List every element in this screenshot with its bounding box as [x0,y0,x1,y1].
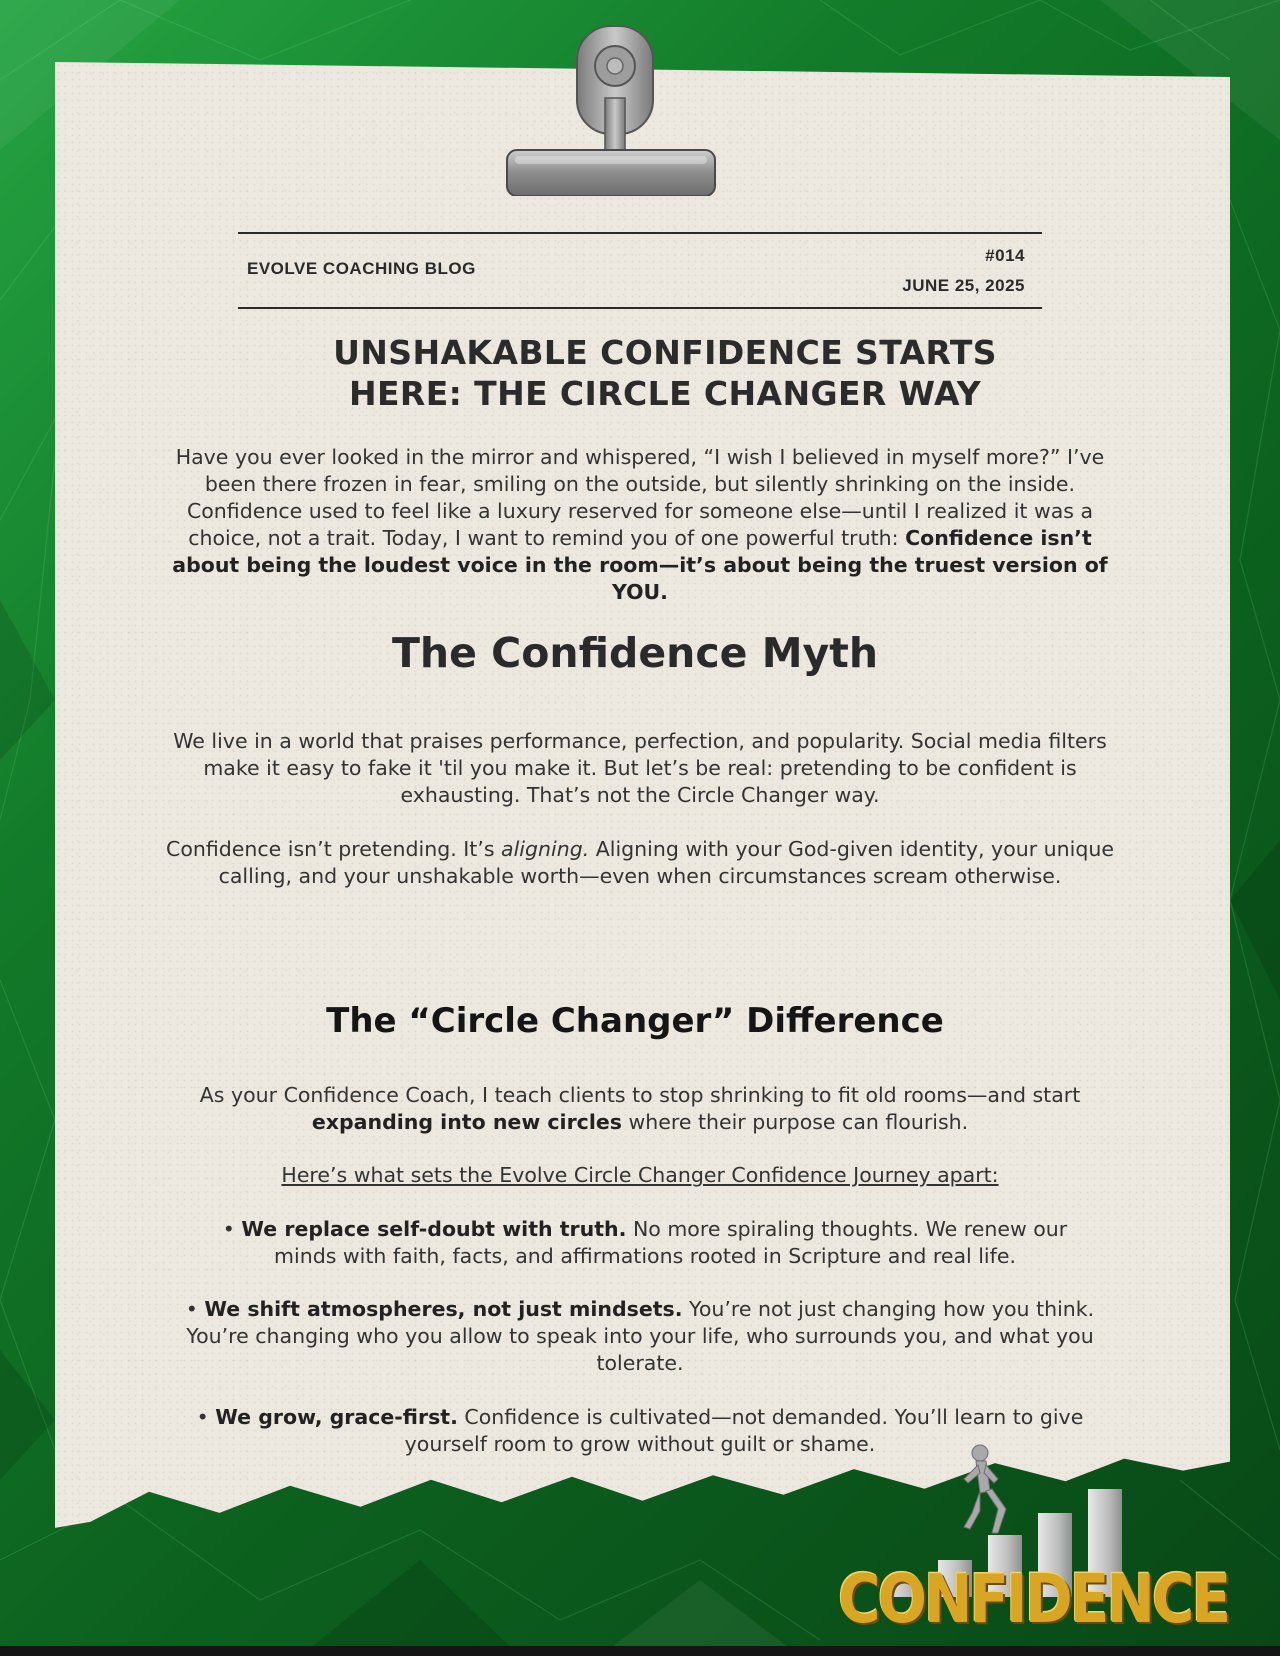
binder-clip-icon [505,18,725,196]
bullet-2 [160,1296,1120,1377]
intro-text: Have you ever looked in the mirror and whispered, “I wish I believed in myself more?” I’ve been there frozen in fear, smiling on the outside, but silently shrinking on the inside. Confidence used to feel like a luxury reserved for someone else—until I realized it was a choice, not a trait. Today, I want to remind you of one powerful truth: [175,445,1105,550]
bullet-3-bold: We grow, grace-first. [215,1405,458,1429]
heading-confidence-myth: The Confidence Myth [391,629,879,677]
bottom-strip [0,1646,1280,1656]
bullet-3-text: Confidence is cultivated—not demanded. You’ll learn to give yourself room to grow without guilt or shame. [404,1405,1084,1456]
difference-p1-bold: expanding into new circles [311,1110,622,1134]
journey-lead: Here’s what sets the Evolve Circle Changer Confidence Journey apart: [281,1163,999,1187]
myth-paragraph-2 [160,836,1120,890]
difference-p1-start: As your Confidence Coach, I teach clients to stop shrinking to fit old rooms—and start [199,1083,1081,1107]
myth-p2-start: Confidence isn’t pretending. It’s [166,837,502,861]
post-title-line-1: UNSHAKABLE CONFIDENCE STARTS [333,333,997,372]
bullet-1 [190,1216,1100,1270]
bullet-2-bold: We shift atmospheres, not just mindsets. [204,1297,683,1321]
intro-paragraph [155,444,1125,606]
difference-p1-end: where their purpose can flourish. [621,1110,969,1134]
blog-name: EVOLVE COACHING BLOG [247,259,476,278]
intro-bold-statement: Confidence isn’t about being the loudest voice in the room—it’s about being the truest version of YOU. [172,526,1108,604]
heading-circle-changer-difference: The “Circle Changer” Difference [326,1001,944,1041]
bullet-2-text: You’re not just changing how you think. You’re changing who you allow to speak into your life, who surrounds you, and what you tolerate. [186,1297,1095,1375]
post-date: JUNE 25, 2025 [902,276,1025,295]
post-title [230,332,1100,414]
header-bottom-rule [238,307,1042,309]
bullet-dot: • [185,1297,205,1321]
myth-paragraph-1: We live in a world that praises performance, perfection, and popularity. Social media filters make it easy to fake it 'til you make it. But let’s be real: pretending to be confident is exhausting. That’s not the Circle Changer way. [173,729,1107,807]
bullet-1-text: No more spiraling thoughts. We renew our minds with faith, facts, and affirmations rooted in Scripture and real life. [274,1217,1068,1268]
myth-p2-italic: aligning. [501,837,590,861]
bullet-dot: • [196,1405,216,1429]
myth-p2-end: Aligning with your God-given identity, your unique calling, and your unshakable worth—even when circumstances scream otherwise. [218,837,1114,888]
issue-number: #014 [985,246,1025,265]
confidence-wordmark: CONFIDENCE [838,1559,1229,1638]
bullet-1-bold: We replace self-doubt with truth. [241,1217,627,1241]
difference-paragraph [155,1082,1125,1136]
post-title-line-2: HERE: THE CIRCLE CHANGER WAY [348,374,982,413]
header-top-rule [238,232,1042,234]
bullet-dot: • [222,1217,242,1241]
